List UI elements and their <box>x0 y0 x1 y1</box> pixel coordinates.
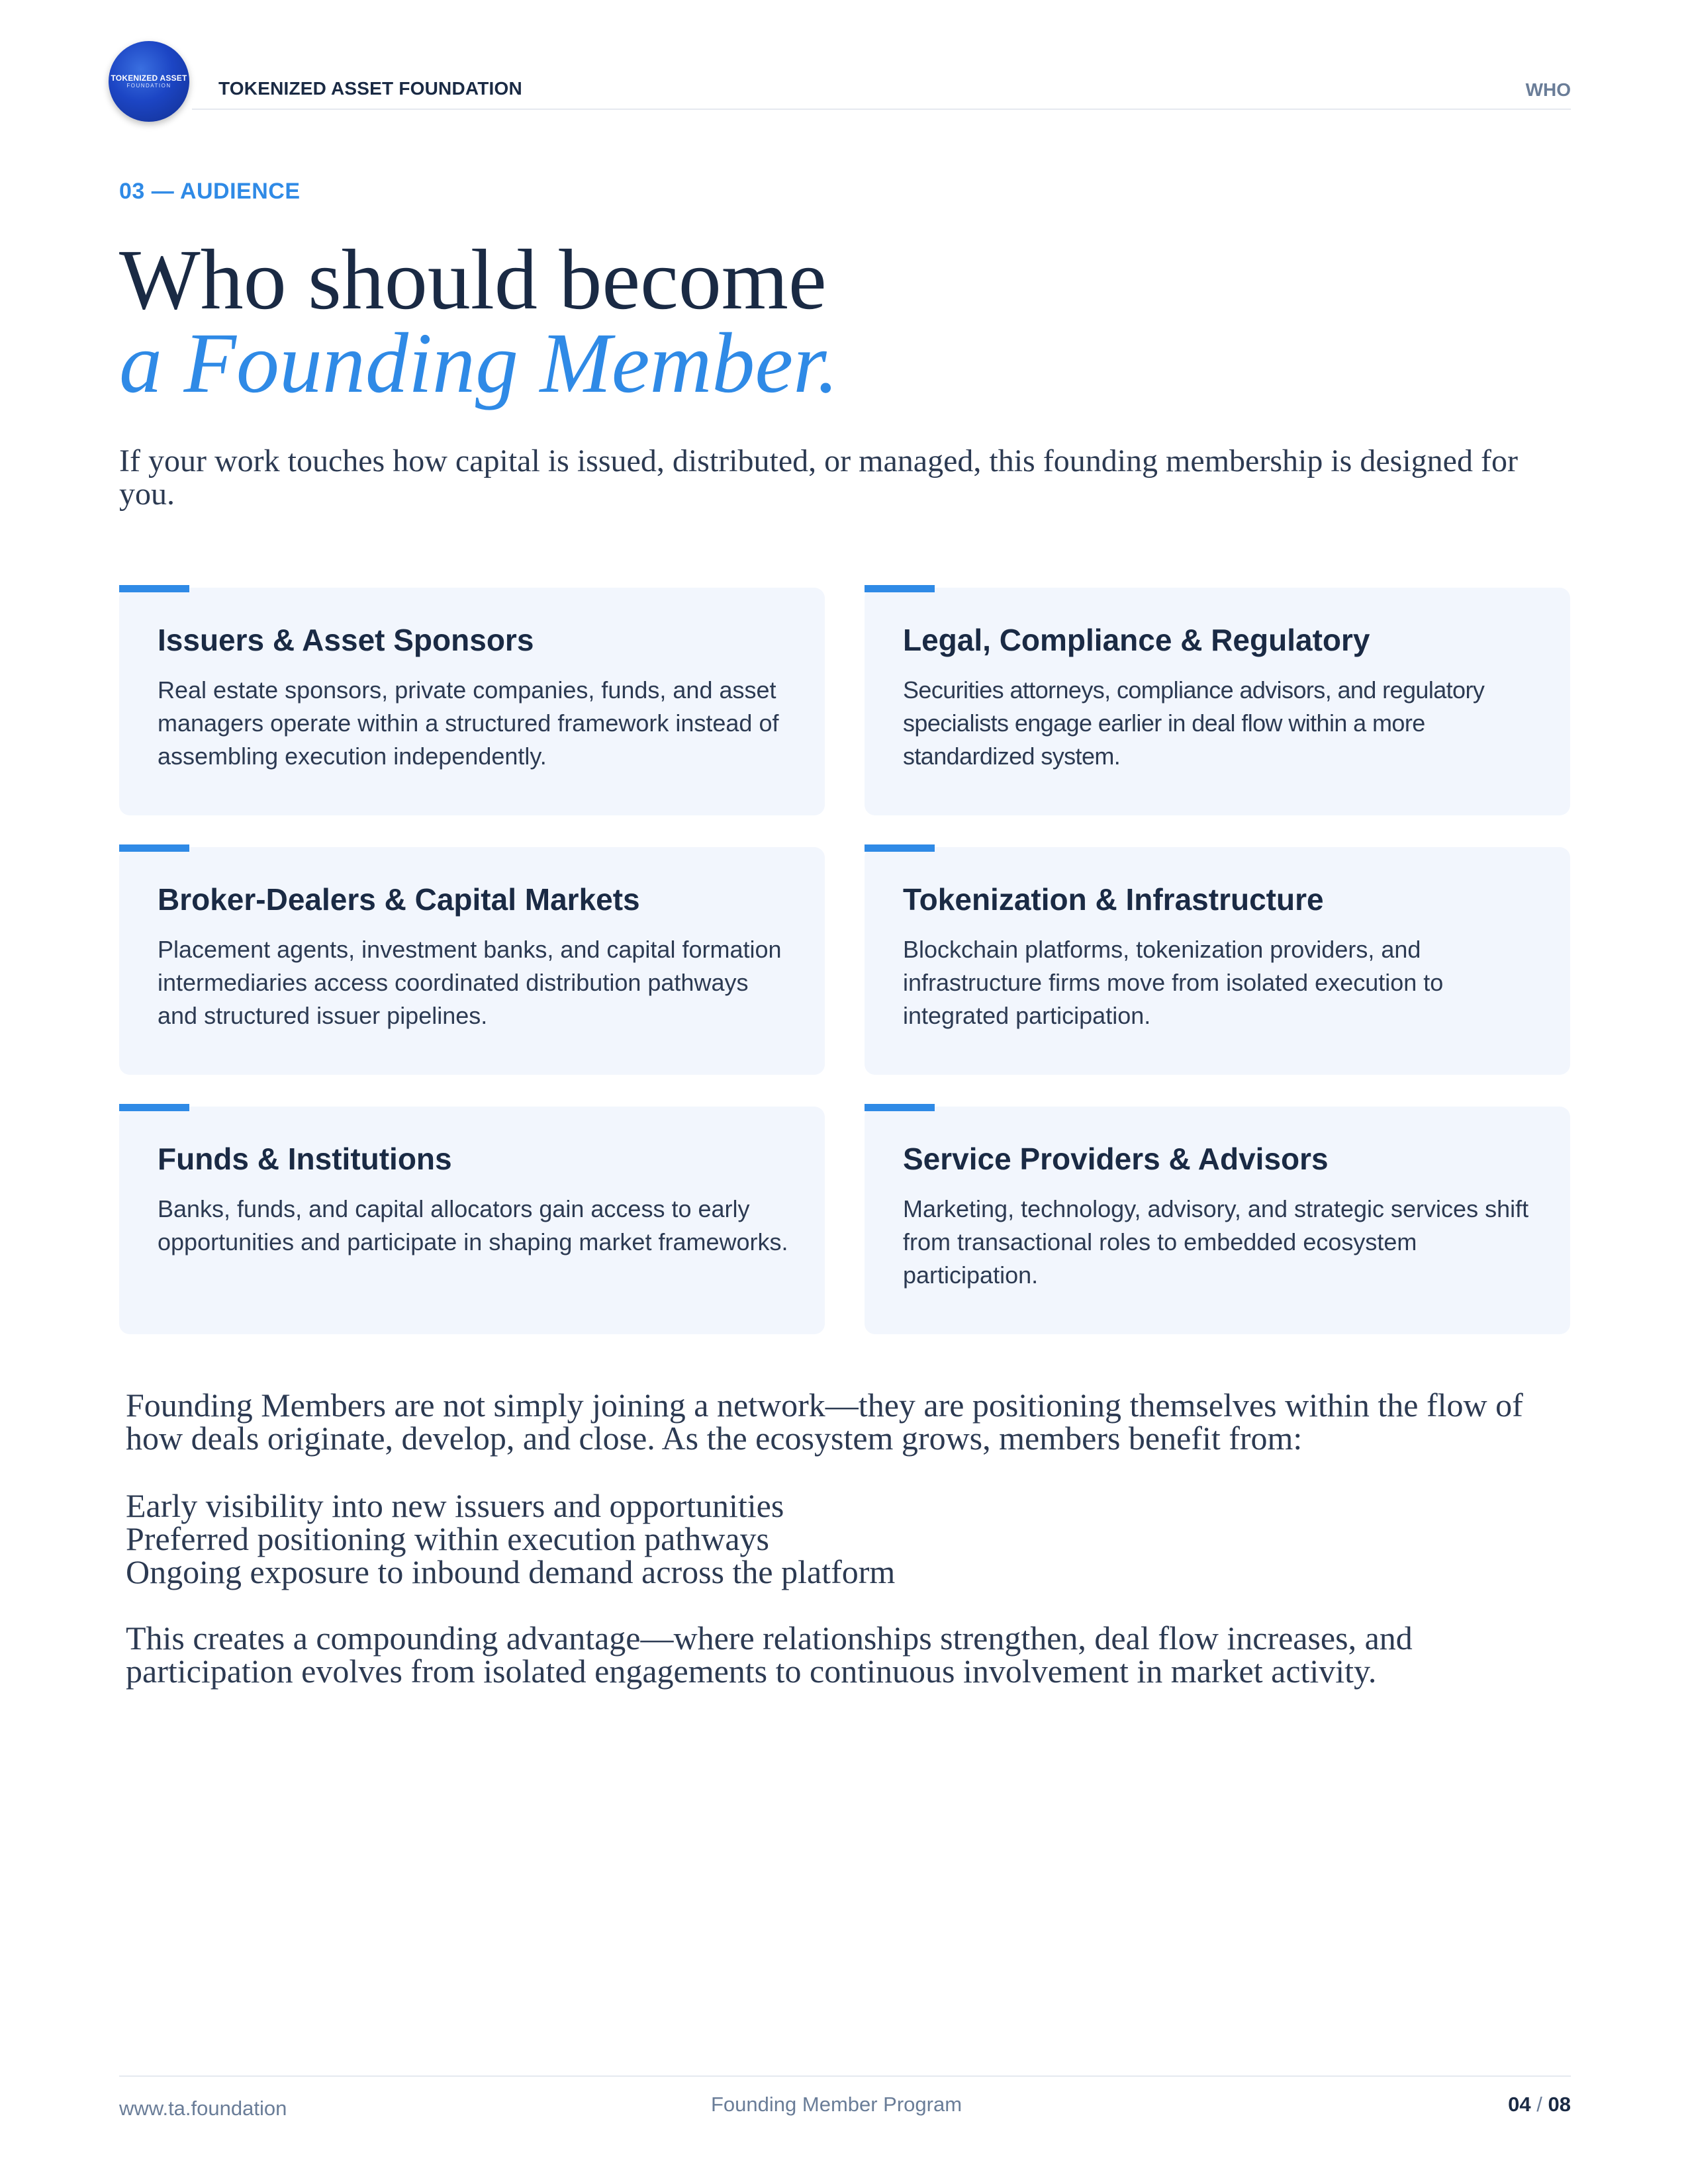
intro-paragraph: If your work touches how capital is issued, distributed, or managed, this founding membership is designed for you. <box>119 443 1518 512</box>
logo-text-line2: FOUNDATION <box>126 82 171 89</box>
header-divider <box>192 109 1571 110</box>
card-accent-bar <box>865 844 935 852</box>
card-title: Issuers & Asset Sponsors <box>158 623 534 657</box>
audience-card-tokenization <box>865 847 1570 1075</box>
page-number <box>1508 2093 1571 2116</box>
audience-card-legal <box>865 588 1570 815</box>
footer-website-link[interactable]: www.ta.foundation <box>119 2097 287 2120</box>
footer-divider <box>119 2075 1571 2077</box>
audience-card-service-providers <box>865 1107 1570 1334</box>
body-paragraph-2: This creates a compounding advantage—where relationships strengthen, deal flow increases, and participation evolves from isolated engagements to continuous involvement in market activity. <box>126 1619 1413 1690</box>
card-accent-bar <box>865 585 935 592</box>
page-separator: / <box>1536 2093 1542 2116</box>
organization-name: TOKENIZED ASSET FOUNDATION <box>218 78 522 99</box>
body-paragraph-1: Founding Members are not simply joining a network—they are positioning themselves within the flow of how deals originate, develop, and close. As the ecosystem grows, members benefit from: <box>126 1387 1523 1457</box>
card-description: Blockchain platforms, tokenization providers, and infrastructure firms move from isolated execution to integrated participation. <box>903 936 1444 1029</box>
benefit-item: Ongoing exposure to inbound demand across the platform <box>126 1553 896 1590</box>
card-title: Service Providers & Advisors <box>903 1142 1329 1176</box>
card-description: Securities attorneys, compliance advisors, and regulatory specialists engage earlier in deal flow within a more standardized system. <box>903 676 1485 770</box>
page-title-line2: a Founding Member. <box>119 316 839 411</box>
card-title: Broker-Dealers & Capital Markets <box>158 882 640 917</box>
card-description: Marketing, technology, advisory, and strategic services shift from transactional roles to embedded ecosystem participation. <box>903 1195 1529 1289</box>
card-description: Placement agents, investment banks, and capital formation intermediaries access coordinated distribution pathways and structured issuer pipelines. <box>158 936 782 1029</box>
card-accent-bar <box>119 1104 189 1111</box>
page-total: 08 <box>1548 2093 1571 2116</box>
card-accent-bar <box>865 1104 935 1111</box>
foundation-logo <box>109 41 189 122</box>
footer-program-name: Founding Member Program <box>711 2093 962 2116</box>
audience-card-funds <box>119 1107 825 1334</box>
card-description: Banks, funds, and capital allocators gain access to early opportunities and participate in shaping market frameworks. <box>158 1195 788 1255</box>
card-description: Real estate sponsors, private companies, funds, and asset managers operate within a structured framework instead of assembling execution independently. <box>158 676 779 770</box>
page-current: 04 <box>1508 2093 1531 2116</box>
card-title: Legal, Compliance & Regulatory <box>903 623 1370 657</box>
card-title: Tokenization & Infrastructure <box>903 882 1324 917</box>
card-accent-bar <box>119 585 189 592</box>
page-title-line1: Who should become <box>119 232 827 328</box>
card-title: Funds & Institutions <box>158 1142 452 1176</box>
benefit-item: Preferred positioning within execution pathways <box>126 1520 769 1557</box>
card-accent-bar <box>119 844 189 852</box>
benefit-item: Early visibility into new issuers and opportunities <box>126 1487 784 1524</box>
audience-card-issuers <box>119 588 825 815</box>
section-tag: WHO <box>1525 79 1571 100</box>
audience-card-broker-dealers <box>119 847 825 1075</box>
section-label: 03 — AUDIENCE <box>119 179 301 204</box>
logo-text-line1: TOKENIZED ASSET <box>111 73 187 83</box>
